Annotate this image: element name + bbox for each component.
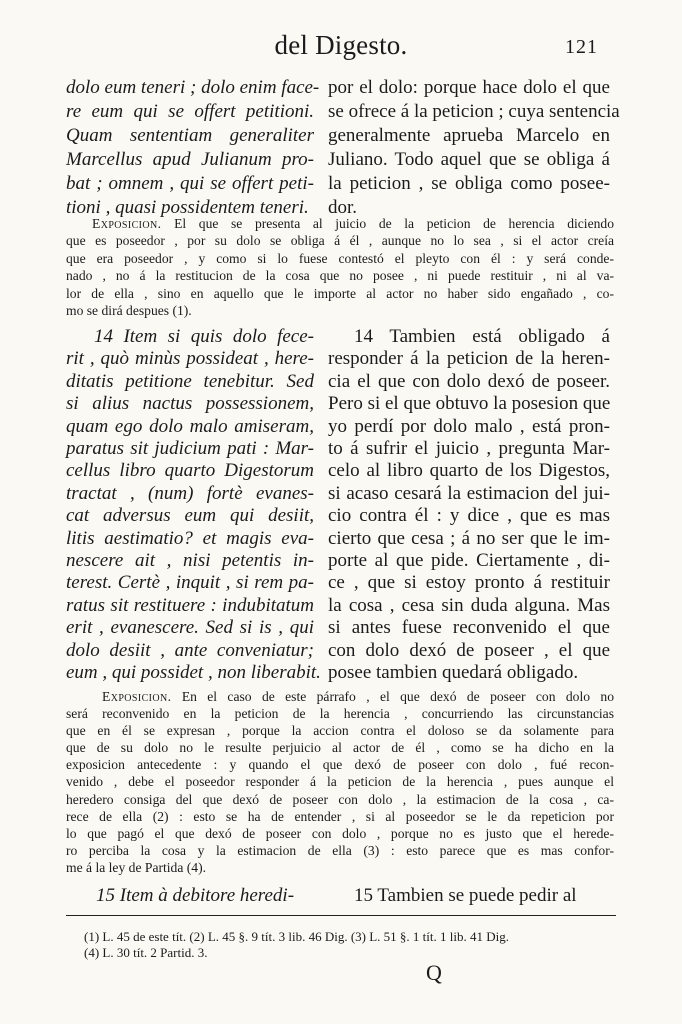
spanish-line: Pero si el que obtuvo la posesion que [328, 393, 611, 415]
latin-text-section-13 [66, 76, 320, 220]
footnote-divider [66, 915, 616, 916]
exposicion-line: nado , no á la restitucion de la cosa que no posee , ni puede restituir , ni al va- [66, 268, 614, 284]
latin-line: bat ; omnem , qui se offert peti- [66, 173, 314, 194]
spanish-line: si acaso cesará la estimacion del jui- [328, 482, 610, 504]
exposicion-line: ro perciba la cosa y la estimacion de ella (3) : esto parece que es mas confor- [66, 842, 614, 858]
latin-line: erit , evanescere. Sed si is , qui [66, 617, 314, 639]
exposicion-section-14 [66, 688, 614, 876]
exposicion-line: venido , debe el poseedor responder á la peticion de la herencia , pues aunque el [66, 774, 614, 790]
spanish-line: responder á la peticion de la heren- [328, 348, 610, 370]
spanish-line: posee tambien quedará obligado. [328, 662, 579, 684]
spanish-line: Juliano. Todo aquel que se obliga á [328, 149, 610, 170]
exposicion-line: que de su dolo no le resulte perjuicio al actor de él , como se ha dicho en la [66, 740, 614, 756]
latin-line: tioni , quasi possidentem teneri. [66, 197, 309, 218]
spanish-line: cierto que cesa ; á no ser que le im- [328, 527, 610, 549]
footnotes [84, 929, 624, 961]
latin-line: Marcellus apud Julianum pro- [66, 149, 314, 170]
latin-line: tractat , (num) fortè evanes- [66, 482, 314, 504]
spanish-line: generalmente aprueba Marcelo en [328, 125, 610, 146]
page-number: 121 [565, 36, 598, 58]
exposicion-line: heredero consiga del que dexó de poseer con dolo , la estimacion de la cosa , ca- [66, 791, 614, 807]
spanish-line: cio contra él : y dice , que es mas [328, 505, 610, 527]
spanish-line: 15 Tambien se puede pedir al [354, 885, 577, 906]
spanish-line: si antes fuese reconvenido el que [328, 617, 610, 639]
latin-text-section-15 [96, 884, 314, 908]
footnote-line: (4) L. 30 tít. 2 Partid. 3. [84, 945, 208, 960]
latin-line: cellus libro quarto Digestorum [66, 460, 314, 482]
latin-line: ditatis petitione tenebitur. Sed [66, 370, 314, 392]
spanish-line: dor. [328, 197, 358, 218]
spanish-line: 14 Tambien está obligado á [354, 326, 610, 347]
latin-line: rit , quò minùs possideat , here- [66, 348, 314, 370]
footnote-line: (1) L. 45 de este tít. (2) L. 45 §. 9 tít. 3 lib. 46 Dig. (3) L. 51 §. 1 tít. 1 lib. 41 Dig. [84, 929, 509, 944]
latin-text-section-14 [66, 326, 321, 685]
running-head: del Digesto. [274, 30, 408, 60]
latin-line: 14 Item si quis dolo fece- [94, 326, 314, 347]
latin-line: re eum qui se offert petitioni. [66, 101, 314, 122]
latin-line: quam ego dolo malo amiseram, [66, 415, 314, 437]
exposicion-line [66, 215, 614, 232]
exposicion-text: En el caso de este párrafo , el que dexó de poseer con dolo no [181, 689, 614, 704]
latin-line: paratus sit judicium pati : Mar- [66, 438, 314, 460]
latin-line: dolo eum teneri ; dolo enim face- [66, 77, 320, 98]
spanish-line: la peticion , se obliga como posee- [328, 173, 610, 194]
exposicion-line: mo se dirá despues (1). [66, 303, 192, 319]
exposicion-line: que en él se expresan , porque la accion contra el doloso se da solamente para [66, 723, 614, 739]
exposicion-line: que era poseedor , y como si lo fuese contestó el pleyto con él : y será conde- [66, 250, 614, 266]
spanish-line: yo perdí por dolo malo , está pron- [328, 415, 610, 437]
spanish-text-section-15 [354, 884, 610, 908]
latin-line: si alius nactus possessionem, [66, 393, 314, 415]
spanish-line: to á sufrir el juicio , pregunta Mar- [328, 438, 610, 460]
latin-line: litis aestimatio? et magis eva- [66, 527, 314, 549]
exposicion-text: El que se presenta al juicio de la peticion de herencia diciendo [174, 216, 614, 231]
spanish-line: ce , que si estoy pronto á restituir [328, 572, 610, 594]
exposicion-line: lo que pagó el que dexó de poseer con dolo , porque no es justo que el herede- [66, 825, 614, 841]
latin-line: cat adversus eum qui desiit, [66, 505, 314, 527]
exposicion-line: será reconvenido en la peticion de la herencia , concurriendo las circunstancias [66, 706, 614, 722]
latin-line: Quam sententiam generaliter [66, 125, 314, 146]
spanish-line: celo al libro quarto de los Digestos, [328, 460, 610, 482]
spanish-text-section-13 [328, 76, 620, 220]
exposicion-line [66, 688, 614, 705]
exposicion-section-13 [66, 215, 614, 319]
latin-line: 15 Item à debitore heredi- [96, 885, 295, 906]
spanish-line: por el dolo: porque hace dolo el que [328, 77, 610, 98]
exposicion-label: Exposicion. [102, 689, 172, 704]
spanish-text-section-14 [328, 326, 610, 685]
latin-line: ratus sit restituere : indubitatum [66, 594, 314, 616]
spanish-line: se ofrece á la peticion ; cuya sentencia [328, 101, 620, 122]
exposicion-line: lor de ella , sino en aquello que le importe al actor no haber sido engañado , co- [66, 285, 614, 301]
exposicion-line: me á la ley de Partida (4). [66, 859, 207, 875]
exposicion-label: Exposicion. [92, 216, 162, 231]
spanish-line: la cosa , cesa sin duda alguna. Mas [328, 594, 610, 616]
spanish-line: con dolo dexó de poseer , el que [328, 639, 610, 661]
exposicion-line: exposicion antecedente : y quando el que dexó de poseer con dolo , fué recon- [66, 757, 614, 773]
latin-line: terest. Certè , inquit , si rem pa- [66, 572, 314, 594]
spanish-line: porte al que pide. Ciertamente , di- [328, 550, 610, 572]
latin-line: nescere ait , nisi petentis in- [66, 550, 314, 572]
exposicion-line: que es poseedor , por su dolo se obliga á él , aunque no lo sea , si el actor creía [66, 233, 614, 249]
signature-mark: Q [426, 960, 442, 985]
page-header [0, 30, 682, 64]
latin-line: eum , qui possidet , non liberabit. [66, 662, 321, 684]
latin-line: dolo desiit , ante conveniatur; [66, 639, 314, 661]
exposicion-line: rece de ella (2) : esto se ha de entender , si al poseedor se le da repeticion por [66, 808, 614, 824]
spanish-line: cia el que con dolo dexó de poseer. [328, 370, 610, 392]
